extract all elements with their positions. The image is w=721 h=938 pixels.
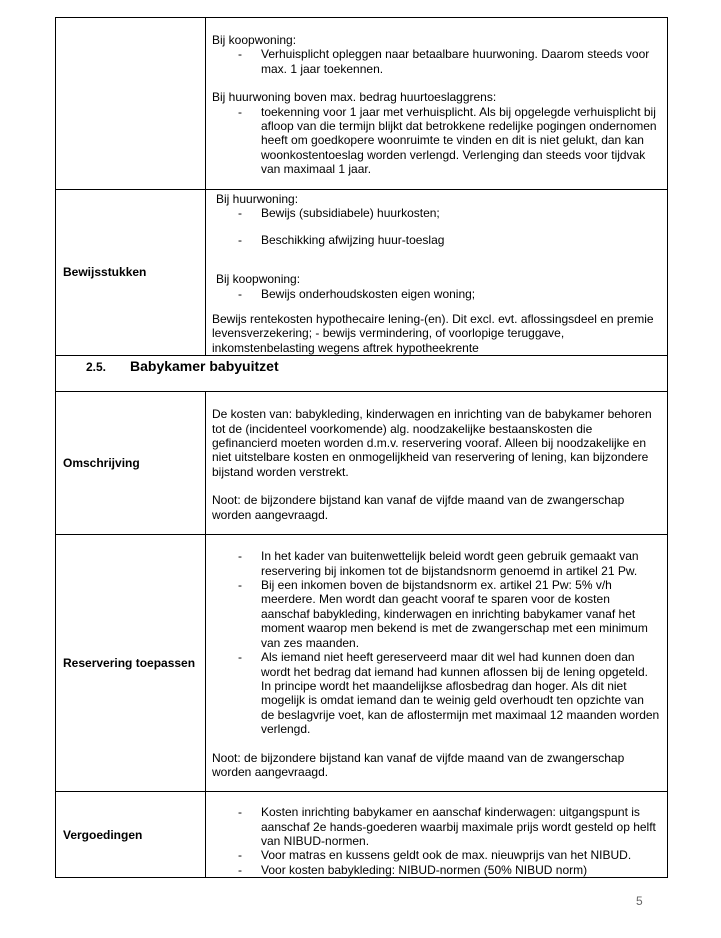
table-row [56, 792, 668, 878]
paragraph: Bij huurwoning: [216, 192, 299, 206]
section-title: Babykamer babyuitzet [130, 358, 279, 375]
row-label: Bewijsstukken [56, 190, 206, 356]
bullet-list [212, 105, 660, 177]
bullet-list [212, 549, 660, 736]
paragraph: Bij koopwoning: [212, 33, 297, 47]
row-content [206, 535, 668, 792]
policy-table [55, 17, 668, 878]
row-content [206, 392, 668, 535]
list-item: - Beschikking afwijzing huur-toeslag [212, 233, 660, 247]
paragraph: Noot: de bijzondere bijstand kan vanaf de vijfde maand van de zwangerschap worden aangevraagd. [212, 493, 625, 522]
table-row [56, 18, 668, 190]
section-heading-row [56, 356, 668, 392]
section-number: 2.5. [86, 360, 107, 375]
bullet-list [212, 805, 660, 877]
row-label: Reservering toepassen [56, 535, 206, 792]
list-item: - Kosten inrichting babykamer en aanschaf kinderwagen: uitgangspunt is aanschaf 2e hands-goederen waarbij maximale prijs wordt gesteld op helft van NIBUD-normen. [212, 805, 660, 848]
bullet-list [212, 47, 660, 76]
list-item: - Voor kosten babykleding: NIBUD-normen (50% NIBUD norm) [212, 863, 660, 877]
bullet-list [212, 287, 660, 301]
table-row [56, 535, 668, 792]
list-item: - toekenning voor 1 jaar met verhuisplicht. Als bij opgelegde verhuisplicht bij afloop van die termijn blijkt dat betrokkene redelijke pogingen ondernomen heeft om goedkopere woonruimte te vinden en dit is niet gelukt, dan kan woonkostentoeslag worden verlengd. Verlenging dan steeds voor tijdvak van maximaal 1 jaar. [212, 105, 660, 177]
paragraph: Noot: de bijzondere bijstand kan vanaf de vijfde maand van de zwangerschap worden aangevraagd. [212, 750, 625, 779]
paragraph: Bewijs rentekosten hypothecaire lening-(en). Dit excl. evt. aflossingsdeel en premie levensverzekering; - bewijs vermindering, of voorlopige teruggave, inkomstenbelasting wegens aftrek hypotheekrente [212, 312, 654, 355]
row-label: Omschrijving [56, 392, 206, 535]
list-item: - In het kader van buitenwettelijk beleid wordt geen gebruik gemaakt van reservering bij inkomen tot de bijstandsnorm genoemd in artikel 21 Pw. [212, 549, 660, 578]
table-row [56, 392, 668, 535]
list-item: - Verhuisplicht opleggen naar betaalbare huurwoning. Daarom steeds voor max. 1 jaar toekennen. [212, 47, 660, 76]
section-heading [56, 356, 668, 392]
bullet-list [212, 206, 660, 247]
row-label [56, 18, 206, 190]
page-number: 5 [636, 894, 643, 908]
row-label: Vergoedingen [56, 792, 206, 878]
row-content [206, 190, 668, 356]
list-item: - Bewijs (subsidiabele) huurkosten; [212, 206, 660, 220]
list-item: - Voor matras en kussens geldt ook de max. nieuwprijs van het NIBUD. [212, 848, 660, 862]
paragraph: De kosten van: babykleding, kinderwagen en inrichting van de babykamer behoren tot de (incidenteel voorkomende) alg. noodzakelijke bestaanskosten die gefinancierd moeten worden d.m.v. reservering vooraf. Alleen bij noodzakelijke en niet uitstelbare kosten en onmogelijkheid van reservering of lening, kan bijzondere bijstand worden verstrekt. [212, 407, 652, 479]
row-content [206, 18, 668, 190]
paragraph: Bij huurwoning boven max. bedrag huurtoeslaggrens: [212, 90, 497, 105]
row-content [206, 792, 668, 878]
list-item: - Bewijs onderhoudskosten eigen woning; [212, 287, 660, 301]
paragraph: Bij koopwoning: [216, 272, 301, 287]
table-row [56, 190, 668, 356]
list-item: - Bij een inkomen boven de bijstandsnorm ex. artikel 21 Pw: 5% v/h meerdere. Men wordt dan geacht vooraf te sparen voor de kosten aanschaf babykleding, kinderwagen en inrichting babykamer vanaf het moment waarop men bekend is met de zwangerschap met een minimum van zes maanden. [212, 578, 660, 650]
list-item: - Als iemand niet heeft gereserveerd maar dit wel had kunnen doen dan wordt het bedrag dat iemand had kunnen aflossen bij de lening opgeteld. In principe wordt het maandelijkse aflosbedrag dan hoger. Als dit niet mogelijk is omdat iemand dan te weinig geld overhoudt ten opzichte van de beslagvrije voet, kan de aflostermijn met maximaal 12 maanden worden verlengd. [212, 650, 660, 736]
